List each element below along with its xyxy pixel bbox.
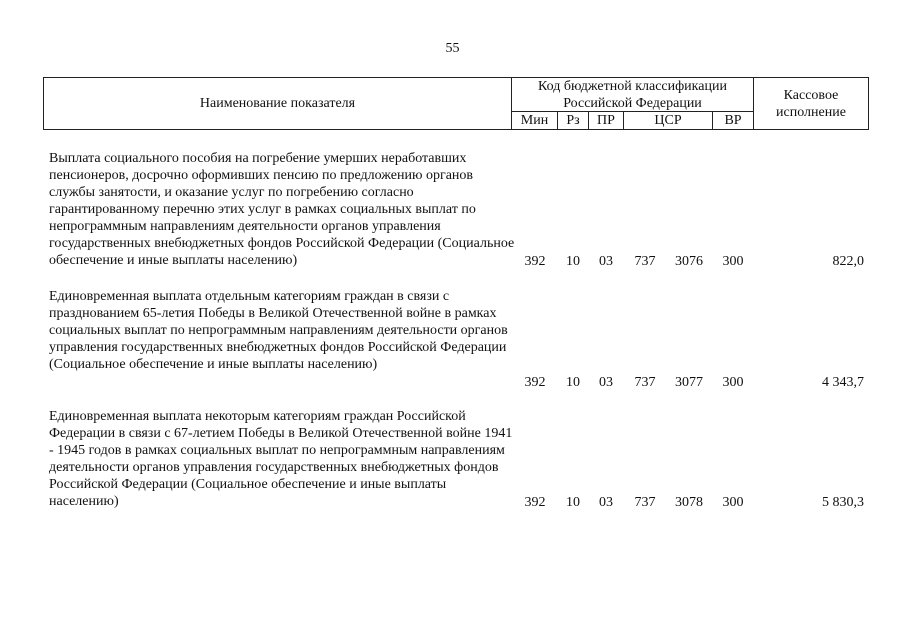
- row-vr: 300: [722, 495, 744, 510]
- row-name: Выплата социального пособия на погребение умерших неработавших пенсионеров, досрочно оформивших пенсию по предложению органов службы занятости, и оказание услуг по погребению согласно гарантированному перечню этих услуг в рамках социальных выплат по непрограммным направлениям деятельности органов управления государственных внебюджетных фондов Российской Федерации (Социальное обеспечение и иные выплаты населению): [49, 151, 515, 268]
- row-csr-part1: 737: [634, 254, 656, 269]
- header-name-column: Наименование показателя: [199, 96, 356, 111]
- page-number: 55: [445, 41, 460, 56]
- row-amount: 5 830,3: [822, 495, 864, 510]
- row-vr: 300: [722, 254, 744, 269]
- row-rz: 10: [566, 254, 580, 269]
- row-name: Единовременная выплата некоторым категориям граждан Российской Федерации в связи с 67-летием Победы в Великой Отечественной войне 1941 - 1945 годов в рамках социальных выплат по непрограммным направлениям деятельности органов управления государственных внебюджетных фондов Российской Федерации (Социальное обеспечение и иные выплаты населению): [49, 409, 513, 509]
- row-pr: 03: [599, 375, 613, 390]
- row-min: 392: [524, 495, 546, 510]
- row-amount: 4 343,7: [822, 375, 864, 390]
- header-pr: ПР: [597, 113, 615, 128]
- row-name: Единовременная выплата отдельным категориям граждан в связи с празднованием 65-летия Победы в Великой Отечественной войне в рамках социальных выплат по непрограммным направлениям деятельности органов управления государственных внебюджетных фондов Российской Федерации (Социальное обеспечение и иные выплаты населению): [49, 289, 508, 372]
- row-csr-part2: 3076: [675, 254, 703, 269]
- row-min: 392: [524, 375, 546, 390]
- header-csr: ЦСР: [654, 113, 682, 128]
- row-min: 392: [524, 254, 546, 269]
- header-rz: Рз: [566, 113, 580, 128]
- row-amount: 822,0: [832, 254, 864, 269]
- header-code-group: Код бюджетной классификации Российской Федерации: [538, 79, 727, 111]
- header-amount: Кассовое исполнение: [776, 88, 846, 120]
- row-csr-part1: 737: [634, 495, 656, 510]
- row-csr-part2: 3077: [675, 375, 703, 390]
- row-vr: 300: [722, 375, 744, 390]
- row-rz: 10: [566, 375, 580, 390]
- row-rz: 10: [566, 495, 580, 510]
- header-min: Мин: [520, 113, 549, 128]
- header-vr: ВР: [724, 113, 742, 128]
- header-bottom-border: [43, 129, 869, 130]
- row-csr-part2: 3078: [675, 495, 703, 510]
- row-csr-part1: 737: [634, 375, 656, 390]
- row-pr: 03: [599, 495, 613, 510]
- header-right-border: [868, 77, 869, 130]
- row-pr: 03: [599, 254, 613, 269]
